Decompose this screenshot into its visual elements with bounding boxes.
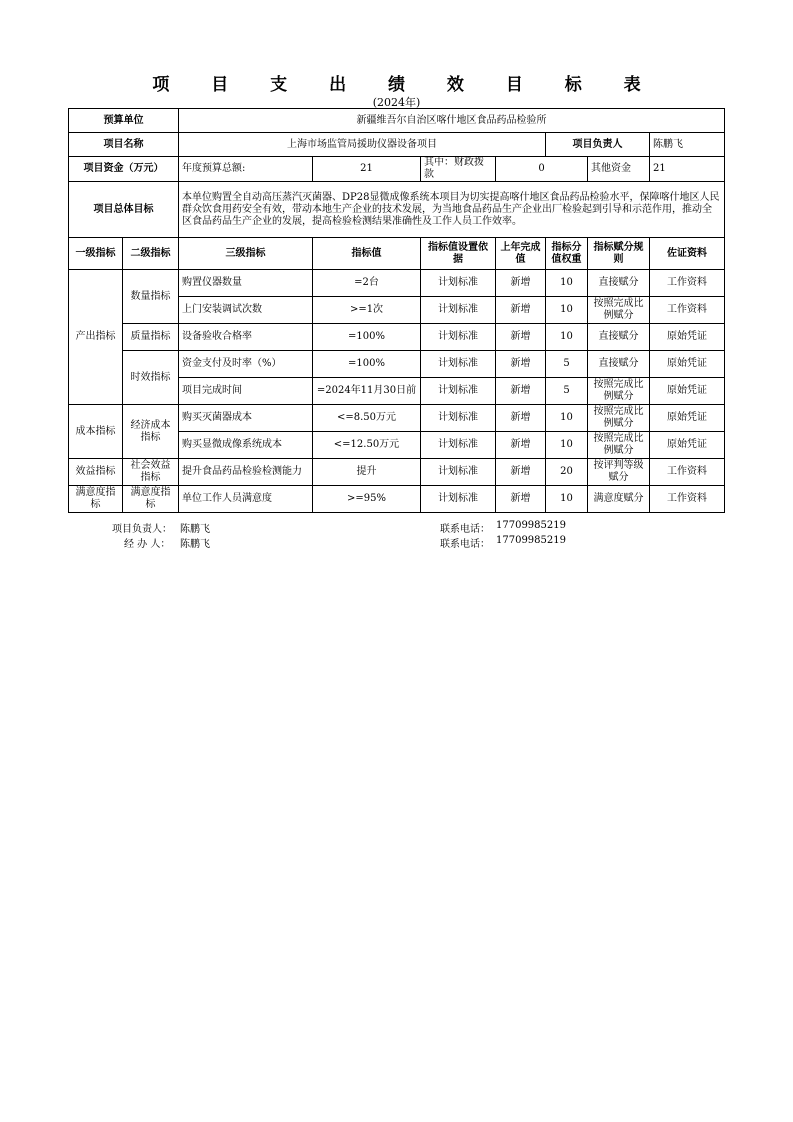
indicator-evidence: 工作资料 — [650, 270, 725, 297]
indicator-name: 购买灭菌器成本 — [179, 405, 313, 432]
project-leader: 陈鹏飞 — [650, 133, 725, 157]
footer-handler-name: 陈鹏飞 — [180, 539, 210, 550]
indicator-rule: 按照完成比例赋分 — [588, 378, 650, 405]
col-scoring: 指标赋分规则 — [588, 238, 650, 270]
indicator-weight: 5 — [546, 351, 588, 378]
group-social-benefit: 社会效益指标 — [123, 459, 179, 486]
col-last-year: 上年完成值 — [496, 238, 546, 270]
indicator-rule: 按照完成比例赋分 — [588, 432, 650, 459]
indicator-name: 单位工作人员满意度 — [179, 486, 313, 513]
indicator-basis: 计划标准 — [421, 270, 496, 297]
indicator-last: 新增 — [496, 459, 546, 486]
year-label: (2024年) — [372, 96, 421, 109]
footer-leader-label: 项目负责人： — [112, 524, 172, 535]
indicator-last: 新增 — [496, 270, 546, 297]
indicator-name: 项目完成时间 — [179, 378, 313, 405]
group-quality: 质量指标 — [123, 324, 179, 351]
indicator-basis: 计划标准 — [421, 459, 496, 486]
indicator-rule: 按评判等级赋分 — [588, 459, 650, 486]
indicator-basis: 计划标准 — [421, 486, 496, 513]
fiscal-value: 0 — [496, 157, 588, 182]
indicator-weight: 5 — [546, 378, 588, 405]
indicator-last: 新增 — [496, 351, 546, 378]
indicator-evidence: 原始凭证 — [650, 405, 725, 432]
footer-phone-2: 17709985219 — [496, 535, 566, 546]
indicator-value: >=1次 — [313, 297, 421, 324]
indicator-basis: 计划标准 — [421, 324, 496, 351]
indicator-last: 新增 — [496, 432, 546, 459]
indicator-name: 资金支付及时率（%） — [179, 351, 313, 378]
indicator-name: 上门安装调试次数 — [179, 297, 313, 324]
indicator-weight: 10 — [546, 270, 588, 297]
indicator-rule: 按照完成比例赋分 — [588, 297, 650, 324]
footer-leader-name: 陈鹏飞 — [180, 524, 210, 535]
indicator-evidence: 原始凭证 — [650, 351, 725, 378]
footer-handler-label: 经 办 人： — [124, 539, 171, 550]
project-name-label: 项目名称 — [69, 133, 179, 157]
indicator-last: 新增 — [496, 378, 546, 405]
indicator-basis: 计划标准 — [421, 405, 496, 432]
indicator-name: 设备验收合格率 — [179, 324, 313, 351]
indicator-last: 新增 — [496, 324, 546, 351]
indicator-value: 提升 — [313, 459, 421, 486]
goal-text: 本单位购置全自动高压蒸汽灭菌器、DP28显微成像系统本项目为切实提高喀什地区食品药品检验水平，保障喀什地区人民群众饮食用药安全有效，带动本地生产企业的技术发展，为当地食品药品生产企业出厂检验起到引导和示范作用，推动全区食品药品生产企业的发展，提高检验检测结果准确性及工作人员工作效率。 — [179, 182, 725, 238]
indicator-basis: 计划标准 — [421, 432, 496, 459]
indicator-last: 新增 — [496, 486, 546, 513]
group-benefit: 效益指标 — [69, 459, 123, 486]
indicator-weight: 20 — [546, 459, 588, 486]
footer-phone-label-1: 联系电话： — [440, 524, 490, 535]
indicator-rule: 满意度赋分 — [588, 486, 650, 513]
performance-table — [68, 108, 725, 513]
group-quantity: 数量指标 — [123, 270, 179, 324]
fiscal-label: 其中：财政拨款 — [421, 157, 496, 182]
indicator-evidence: 工作资料 — [650, 297, 725, 324]
indicator-name: 提升食品药品检验检测能力 — [179, 459, 313, 486]
table-row — [69, 405, 725, 432]
indicator-weight: 10 — [546, 324, 588, 351]
group-output: 产出指标 — [69, 270, 123, 405]
indicator-rule: 按照完成比例赋分 — [588, 405, 650, 432]
budget-unit: 新疆维吾尔自治区喀什地区食品药品检验所 — [179, 109, 725, 133]
table-row — [69, 486, 725, 513]
page-title: 项 目 支 出 绩 效 目 标 表 — [152, 75, 659, 95]
group-timeliness: 时效指标 — [123, 351, 179, 405]
col-level1: 一级指标 — [69, 238, 123, 270]
project-name: 上海市场监管局援助仪器设备项目 — [179, 133, 546, 157]
indicator-value: =2024年11月30日前 — [313, 378, 421, 405]
indicator-weight: 10 — [546, 405, 588, 432]
other-funds-label: 其他资金 — [588, 157, 650, 182]
col-level3: 三级指标 — [179, 238, 313, 270]
indicator-value: <=12.50万元 — [313, 432, 421, 459]
funds-label: 项目资金（万元） — [69, 157, 179, 182]
indicator-name: 购买显微成像系统成本 — [179, 432, 313, 459]
col-value: 指标值 — [313, 238, 421, 270]
annual-budget-label: 年度预算总额: — [179, 157, 313, 182]
goal-label: 项目总体目标 — [69, 182, 179, 238]
table-row — [69, 324, 725, 351]
indicator-weight: 10 — [546, 432, 588, 459]
group-satisfaction-sub: 满意度指标 — [123, 486, 179, 513]
table-row — [69, 459, 725, 486]
indicator-rule: 直接赋分 — [588, 324, 650, 351]
col-evidence: 佐证资料 — [650, 238, 725, 270]
indicator-value: <=8.50万元 — [313, 405, 421, 432]
indicator-evidence: 工作资料 — [650, 486, 725, 513]
indicator-value: =100% — [313, 351, 421, 378]
indicator-name: 购置仪器数量 — [179, 270, 313, 297]
indicator-last: 新增 — [496, 297, 546, 324]
col-basis: 指标值设置依据 — [421, 238, 496, 270]
indicator-evidence: 原始凭证 — [650, 378, 725, 405]
budget-unit-label: 预算单位 — [69, 109, 179, 133]
indicator-value: >=95% — [313, 486, 421, 513]
indicator-weight: 10 — [546, 297, 588, 324]
table-row — [69, 351, 725, 378]
footer-phone-label-2: 联系电话： — [440, 539, 490, 550]
annual-budget: 21 — [313, 157, 421, 182]
indicator-basis: 计划标准 — [421, 378, 496, 405]
project-leader-label: 项目负责人 — [546, 133, 650, 157]
indicator-last: 新增 — [496, 405, 546, 432]
table-row — [69, 270, 725, 297]
indicator-evidence: 工作资料 — [650, 459, 725, 486]
group-satisfaction: 满意度指标 — [69, 486, 123, 513]
indicator-rule: 直接赋分 — [588, 270, 650, 297]
indicator-basis: 计划标准 — [421, 351, 496, 378]
col-weight: 指标分值权重 — [546, 238, 588, 270]
indicator-evidence: 原始凭证 — [650, 432, 725, 459]
col-level2: 二级指标 — [123, 238, 179, 270]
indicator-value: =2台 — [313, 270, 421, 297]
footer-phone-1: 17709985219 — [496, 520, 566, 531]
other-funds-value: 21 — [650, 157, 725, 182]
group-cost: 成本指标 — [69, 405, 123, 459]
indicator-rule: 直接赋分 — [588, 351, 650, 378]
group-economic-cost: 经济成本指标 — [123, 405, 179, 459]
indicator-evidence: 原始凭证 — [650, 324, 725, 351]
indicator-value: =100% — [313, 324, 421, 351]
indicator-weight: 10 — [546, 486, 588, 513]
indicator-basis: 计划标准 — [421, 297, 496, 324]
